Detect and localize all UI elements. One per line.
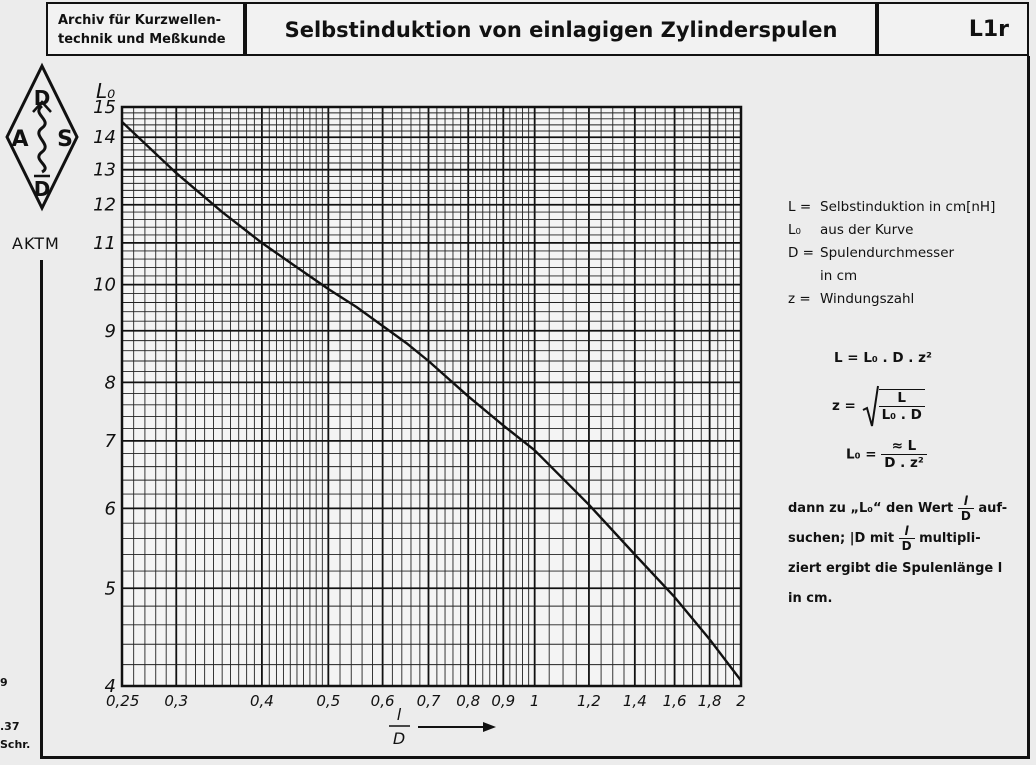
note-line-2 <box>788 524 1028 554</box>
x-tick-label: 1,4 <box>622 692 647 710</box>
margin-note-3: Schr. <box>0 738 31 751</box>
note-line-2-end: multipli- <box>919 531 981 546</box>
sqrt-icon <box>861 384 879 428</box>
note-line-1-text: dann zu „L₀“ den Wert <box>788 501 954 516</box>
formula-l0 <box>846 438 927 471</box>
formula-l0-den: D . z² <box>884 455 924 471</box>
y-tick-label: 5 <box>104 578 116 600</box>
margin-note-1: 9 <box>0 676 8 689</box>
formula-turns-den: L₀ . D <box>881 407 922 423</box>
legend-symbol <box>788 265 820 288</box>
note-fraction-1-den: D <box>960 509 971 523</box>
x-tick-label: 0,9 <box>491 692 516 710</box>
logo-letter-right: S <box>57 127 73 152</box>
logo-letter-left: A <box>11 127 29 152</box>
legend-panel <box>788 196 1028 311</box>
legend-text: Selbstinduktion in cm[nH] <box>820 199 996 215</box>
legend-item <box>788 242 1028 265</box>
legend-symbol: D = <box>788 245 814 261</box>
y-tick-label: 15 <box>93 97 116 118</box>
y-tick-label: 10 <box>93 274 116 296</box>
note-line-1 <box>788 494 1028 524</box>
legend-text: Spulendurchmesser <box>820 245 955 261</box>
sheet-code: L1r <box>968 17 1009 42</box>
note-line-1-end: auf- <box>978 501 1008 516</box>
legend-item <box>788 288 1028 311</box>
y-tick-label: 7 <box>104 430 116 452</box>
archive-line-2: technik und Meßkunde <box>58 32 226 47</box>
legend-symbol: L₀ <box>788 222 801 238</box>
note-fraction-1 <box>958 494 974 523</box>
logo-letter-top: D <box>33 86 51 110</box>
note-line-2-text: suchen; |D mit <box>788 531 895 546</box>
legend-symbol: z = <box>788 291 811 307</box>
legend-symbol: L = <box>788 199 812 215</box>
x-tick-label: 0,4 <box>249 692 274 710</box>
logo-caption: AKTM <box>12 234 60 253</box>
legend-text: Windungszahl <box>820 291 915 307</box>
x-axis-label-numerator: l <box>396 705 402 724</box>
x-tick-label: 1 <box>529 692 540 710</box>
y-tick-label: 8 <box>104 372 116 394</box>
note-line-4: in cm. <box>788 591 833 606</box>
x-tick-label: 0,25 <box>106 692 140 710</box>
y-tick-label: 11 <box>93 232 116 254</box>
x-tick-label: 0,7 <box>416 692 441 710</box>
y-tick-label: 4 <box>104 676 116 697</box>
y-tick-label: 12 <box>93 194 116 216</box>
formula-inductance: L = L₀ . D . z² <box>834 350 932 366</box>
legend-item <box>788 196 1028 219</box>
note-fraction-2-num: l <box>899 524 915 539</box>
note-fraction-1-num: l <box>958 494 974 509</box>
x-tick-label: 1,2 <box>577 692 601 710</box>
formula-turns-num: L <box>879 390 925 407</box>
formula-l0-left: L₀ = <box>846 446 877 463</box>
formula-turns-fraction <box>879 389 925 423</box>
legend-text: in cm <box>820 268 858 284</box>
margin-note-2: .37 <box>0 720 20 733</box>
y-tick-label: 9 <box>104 320 116 342</box>
legend-item <box>788 265 1028 288</box>
x-axis-label-denominator: D <box>392 729 406 748</box>
plot-area <box>122 107 741 686</box>
x-tick-label: 1,6 <box>662 692 687 710</box>
x-tick-label: 0,5 <box>316 692 341 710</box>
note-fraction-2-den: D <box>901 539 912 553</box>
formula-l0-num: ≈ L <box>881 438 927 455</box>
x-tick-label: 0,3 <box>164 692 189 710</box>
archive-line-1: Archiv für Kurzwellen- <box>58 13 222 28</box>
logo-letter-bottom: D <box>33 177 51 201</box>
usage-notes <box>788 494 1028 614</box>
note-line-3: ziert ergibt die Spulenlänge l <box>788 561 1003 576</box>
x-tick-label: 2 <box>736 692 746 710</box>
note-fraction-2 <box>899 524 915 553</box>
legend-text: aus der Kurve <box>820 222 914 238</box>
chart-grid <box>122 107 741 686</box>
page-title: Selbstinduktion von einlagigen Zylinderspulen <box>284 18 838 42</box>
y-axis-label: L₀ <box>96 79 116 103</box>
y-tick-label: 6 <box>104 498 116 520</box>
x-tick-label: 1,8 <box>697 692 722 710</box>
formula-turns-left: z = <box>832 398 856 414</box>
legend-item <box>788 219 1028 242</box>
arrow-right-icon <box>483 722 496 732</box>
y-tick-label: 13 <box>93 159 116 181</box>
x-tick-label: 0,8 <box>456 692 481 710</box>
formula-l0-fraction <box>881 438 927 471</box>
formula-turns <box>832 384 925 428</box>
y-tick-label: 14 <box>93 127 116 149</box>
x-tick-label: 0,6 <box>370 692 395 710</box>
